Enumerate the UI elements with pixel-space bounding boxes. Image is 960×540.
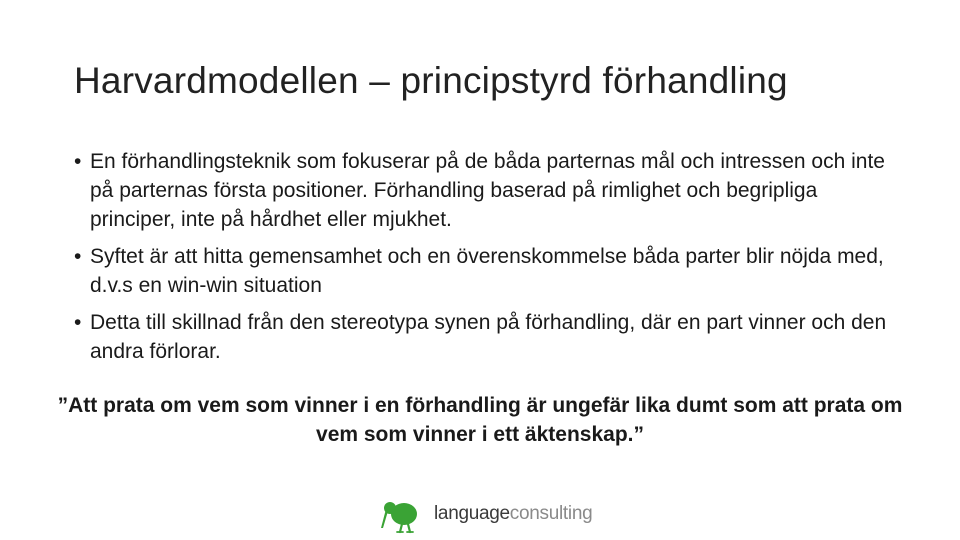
bullet-dot: • <box>74 245 82 268</box>
bullet-dot: • <box>74 311 82 334</box>
bullet-text: Detta till skillnad från den stereotypa synen på förhandling, där en part vinner och den andra förlorar. <box>90 311 887 363</box>
bullet-text: En förhandlingsteknik som fokuserar på de båda parternas mål och intressen och inte på parternas första positioner. Förhandling baserad på rimlighet och begripliga principer, inte på hårdhet eller mjukhet. <box>90 150 885 231</box>
company-logo <box>380 494 592 534</box>
bullet-list <box>74 147 894 374</box>
bullet-item <box>74 308 894 366</box>
slide-title: Harvardmodellen – principstyrd förhandling <box>74 60 788 101</box>
quote-text: ”Att prata om vem som vinner i en förhandling är ungefär lika dumt som att prata om vem som vinner i ett äktenskap.” <box>57 394 903 446</box>
bullet-text: Syftet är att hitta gemensamhet och en överenskommelse båda parter blir nöjda med, d.v.s en win-win situation <box>90 245 884 297</box>
logo-word-consulting: consulting <box>509 503 593 524</box>
logo-wordmark <box>434 503 592 525</box>
bullet-item <box>74 147 894 234</box>
kiwi-bird-icon <box>380 494 426 534</box>
bullet-dot: • <box>74 150 82 173</box>
bullet-item <box>74 242 894 300</box>
logo-word-language: language <box>434 503 510 524</box>
